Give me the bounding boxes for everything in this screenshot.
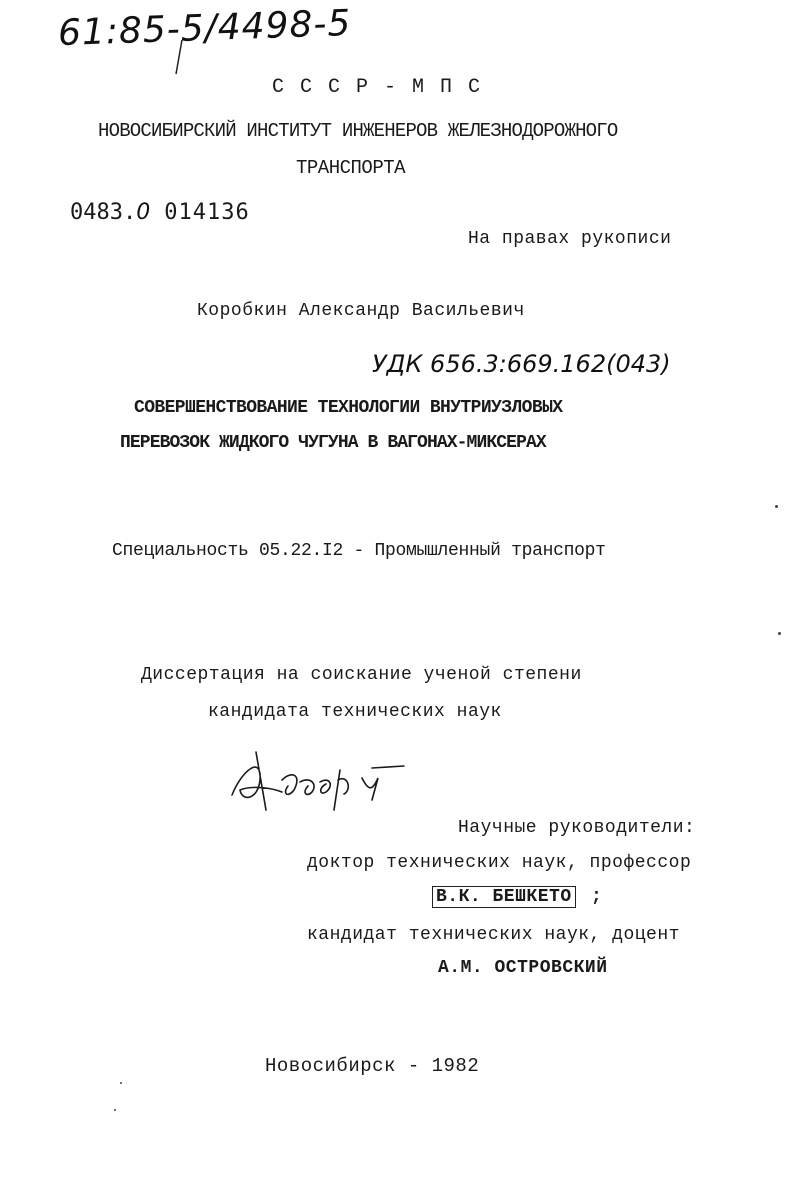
handwritten-archive-code: 61:85-5/4498-5	[57, 2, 352, 55]
scan-speck	[775, 505, 778, 508]
ministry-header: С С С Р - М П С	[272, 76, 483, 99]
specialty-line: Специальность 05.22.I2 - Промышленный транспорт	[112, 541, 606, 561]
supervisor1-title: доктор технических наук, профессор	[307, 853, 692, 873]
dissertation-title-line1: СОВЕРШЕНСТВОВАНИЕ ТЕХНОЛОГИИ ВНУТРИУЗЛОВЫХ	[134, 398, 563, 418]
supervisors-heading: Научные руководители:	[458, 818, 696, 838]
scan-speck	[778, 632, 781, 635]
scan-speck	[120, 1082, 122, 1084]
registration-number-prefix: 0483.	[70, 200, 137, 225]
author-signature	[222, 740, 412, 830]
registration-number-handwritten: 0	[136, 200, 151, 225]
registration-number	[70, 200, 250, 225]
degree-line2: кандидата технических наук	[208, 702, 502, 722]
registration-number-suffix: 014136	[164, 200, 250, 225]
institute-name-line2: ТРАНСПОРТА	[296, 157, 406, 179]
institute-name-line1: НОВОСИБИРСКИЙ ИНСТИТУТ ИНЖЕНЕРОВ ЖЕЛЕЗНОДОРОЖНОГО	[98, 120, 618, 142]
author-name: Коробкин Александр Васильевич	[197, 301, 525, 321]
manuscript-rights-note: На правах рукописи	[468, 229, 672, 249]
degree-line1: Диссертация на соискание ученой степени	[141, 665, 582, 685]
supervisor1-separator: ;	[590, 887, 603, 907]
supervisor2-name: А.М. ОСТРОВСКИЙ	[438, 958, 608, 978]
udc-code: УДК 656.3:669.162(043)	[372, 350, 671, 378]
city-year-footer: Новосибирск - 1982	[265, 1055, 480, 1077]
supervisor2-title: кандидат технических наук, доцент	[307, 925, 680, 945]
scan-speck	[114, 1109, 116, 1111]
supervisor1-name-boxed: В.К. БЕШКЕТО	[432, 886, 576, 908]
handwritten-stroke-icon	[170, 38, 200, 78]
dissertation-title-line2: ПЕРЕВОЗОК ЖИДКОГО ЧУГУНА В ВАГОНАХ-МИКСЕРАХ	[120, 433, 546, 453]
supervisor1-name	[432, 887, 602, 907]
